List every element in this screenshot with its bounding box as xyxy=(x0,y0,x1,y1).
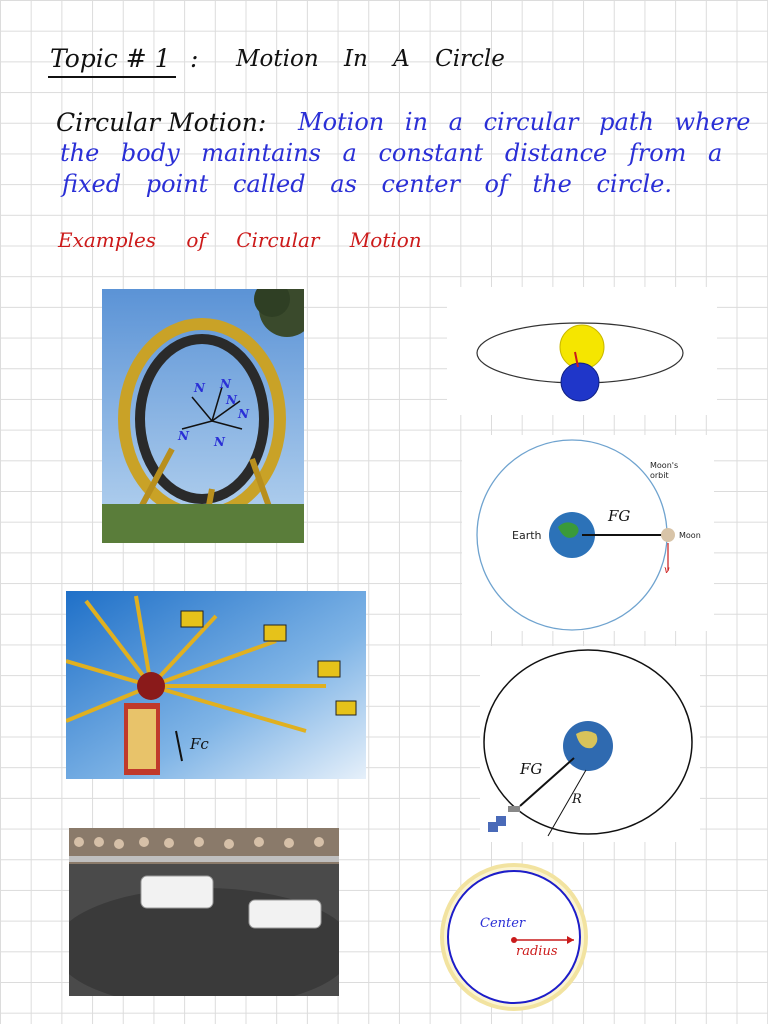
rollercoaster-photo xyxy=(102,289,304,543)
normal-label-2: N xyxy=(220,377,231,391)
topic-title: Motion In A Circle xyxy=(236,46,505,72)
center-label: Center xyxy=(480,916,526,931)
solar-orbit-figure xyxy=(447,287,717,415)
centripetal-force-label: Fc xyxy=(190,735,209,753)
orbit-label-2: orbit xyxy=(650,471,669,480)
solar-orbit-image xyxy=(447,287,717,415)
gravity-force-label: FG xyxy=(608,507,631,525)
topic-number: Topic # 1 xyxy=(50,44,171,73)
earth-moon-figure xyxy=(462,435,714,631)
rollercoaster-image xyxy=(102,289,304,543)
normal-label-3: N xyxy=(226,393,237,407)
topic-colon: : xyxy=(190,44,199,73)
well-of-death-photo xyxy=(69,828,339,996)
satellite-force-label: FG xyxy=(520,760,543,778)
normal-label-6: N xyxy=(214,435,225,449)
circle-radius-figure xyxy=(434,862,594,1012)
definition-line-3: fixed point called as center of the circle. xyxy=(62,170,672,198)
satellite-orbit-image xyxy=(480,646,700,842)
earth-label: Earth xyxy=(512,529,542,542)
moon-label: Moon xyxy=(679,531,701,540)
circle-radius-image xyxy=(434,862,594,1012)
well-of-death-image xyxy=(69,828,339,996)
radius-text-label: radius xyxy=(516,944,558,959)
swing-ride-image xyxy=(66,591,366,779)
normal-label-4: N xyxy=(238,407,249,421)
satellite-orbit-figure xyxy=(480,646,700,842)
normal-label-1: N xyxy=(194,381,205,395)
definition-line-1: Motion in a circular path where xyxy=(298,108,751,136)
definition-term: Circular Motion: xyxy=(56,108,267,137)
definition-line-2: the body maintains a constant distance from a xyxy=(60,139,723,167)
normal-label-5: N xyxy=(178,429,189,443)
velocity-label: v xyxy=(664,565,670,576)
title-underline xyxy=(48,76,176,78)
orbit-label-1: Moon's xyxy=(650,461,679,470)
swing-ride-photo xyxy=(66,591,366,779)
examples-heading: Examples of Circular Motion xyxy=(58,228,422,252)
radius-label: R xyxy=(572,792,582,807)
